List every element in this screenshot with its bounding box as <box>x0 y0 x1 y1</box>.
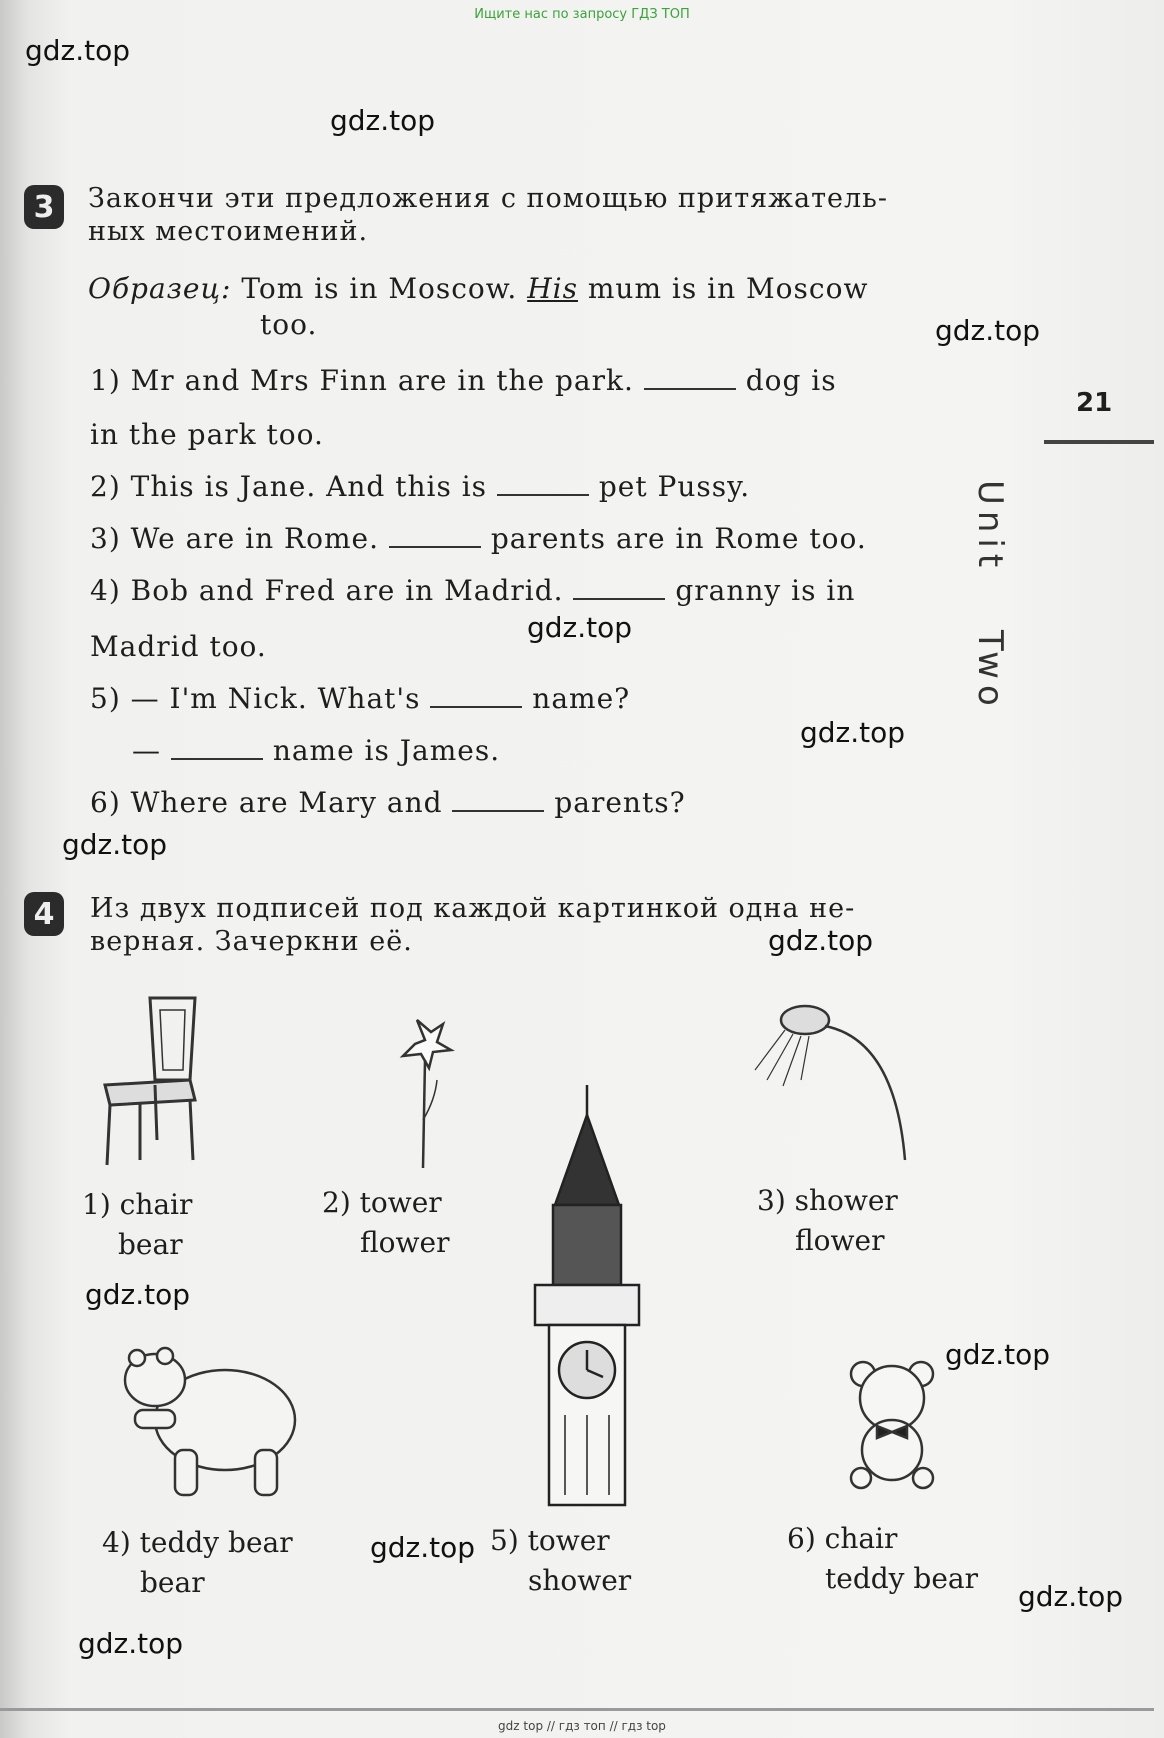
caption-2-option-a[interactable]: 2) tower <box>322 1186 442 1219</box>
tower-picture <box>525 1085 650 1505</box>
caption-3-option-a[interactable]: 3) shower <box>757 1184 898 1217</box>
sentence-text: pet Pussy. <box>598 470 751 503</box>
answer-blank[interactable] <box>171 738 263 760</box>
sentence-4-cont: Madrid too. <box>90 630 267 663</box>
sample-text: mum is in Moscow <box>587 272 869 305</box>
caption-5-option-a[interactable]: 5) tower <box>490 1524 610 1557</box>
sentence-4 <box>90 574 855 607</box>
caption-1-option-a[interactable]: 1) chair <box>82 1188 193 1221</box>
answer-blank[interactable] <box>497 474 589 496</box>
sample-line: too. <box>260 308 318 341</box>
sentence-3 <box>90 522 867 555</box>
caption-1-option-b[interactable]: bear <box>118 1228 183 1261</box>
exercise-3-instruction <box>88 182 888 248</box>
sentence-text: dog is <box>745 364 837 397</box>
instruction-line: Из двух подписей под каждой картинкой одна не- <box>90 893 856 924</box>
sentence-text: name? <box>532 682 631 715</box>
sample-line <box>88 272 868 305</box>
watermark: gdz.top <box>527 611 633 644</box>
sentence-text: name is James. <box>272 734 501 767</box>
watermark: gdz.top <box>800 716 906 749</box>
sentence-text: 4) Bob and Fred are in Madrid. <box>90 574 564 607</box>
exercise-3-badge: 3 <box>24 185 64 229</box>
sentence-text: 6) Where are Mary and <box>90 786 443 819</box>
instruction-line: Закончи эти предложения с помощью притяжатель- <box>88 183 888 214</box>
caption-6-option-a[interactable]: 6) chair <box>787 1522 898 1555</box>
bottom-banner: gdz top // гдз топ // гдз top <box>498 1719 666 1733</box>
sentence-text: granny is in <box>675 574 856 607</box>
unit-divider <box>1044 440 1154 444</box>
top-banner: Ищите нас по запросу ГДЗ ТОП <box>474 7 690 22</box>
caption-4-option-a[interactable]: 4) teddy bear <box>102 1526 293 1559</box>
sentence-6 <box>90 786 686 819</box>
bear-picture <box>115 1340 305 1500</box>
instruction-line: верная. Зачеркни её. <box>90 926 413 957</box>
watermark: gdz.top <box>768 924 874 957</box>
answer-blank[interactable] <box>389 526 481 548</box>
sentence-5-reply <box>132 734 500 767</box>
instruction-line: ных местоимений. <box>88 216 369 247</box>
unit-word: Unit <box>970 480 1010 574</box>
watermark: gdz.top <box>1018 1580 1124 1613</box>
exercise-4-instruction <box>90 892 855 958</box>
answer-blank[interactable] <box>430 686 522 708</box>
watermark: gdz.top <box>85 1278 191 1311</box>
caption-6-option-b[interactable]: teddy bear <box>825 1562 978 1595</box>
sentence-2 <box>90 470 750 503</box>
footer-rule <box>0 1708 1154 1711</box>
sentence-text: 5) — I'm Nick. What's <box>90 682 421 715</box>
caption-2-option-b[interactable]: flower <box>360 1226 450 1259</box>
teddy-bear-picture <box>845 1360 940 1490</box>
shower-picture <box>745 1000 925 1170</box>
sentence-5 <box>90 682 630 715</box>
flower-picture <box>395 1020 455 1170</box>
sentence-text: parents? <box>554 786 686 819</box>
dash: — <box>132 734 161 767</box>
answer-blank[interactable] <box>452 790 544 812</box>
sample-answer: His <box>527 272 578 305</box>
chair-picture <box>95 990 205 1170</box>
unit-number-word: Two <box>970 630 1010 712</box>
watermark: gdz.top <box>78 1627 184 1660</box>
watermark: gdz.top <box>945 1338 1051 1371</box>
watermark: gdz.top <box>62 828 168 861</box>
caption-5-option-b[interactable]: shower <box>528 1564 632 1597</box>
exercise-4-badge: 4 <box>24 892 64 936</box>
sentence-text: 3) We are in Rome. <box>90 522 380 555</box>
sentence-1 <box>90 364 837 397</box>
page-number: 21 <box>1076 388 1113 418</box>
watermark: gdz.top <box>330 104 436 137</box>
watermark: gdz.top <box>370 1531 476 1564</box>
watermark: gdz.top <box>935 314 1041 347</box>
watermark: gdz.top <box>25 34 131 67</box>
sentence-1-cont: in the park too. <box>90 418 324 451</box>
sample-text: Tom is in Moscow. <box>241 272 518 305</box>
sentence-text: parents are in Rome too. <box>490 522 867 555</box>
sample-label: Образец: <box>88 272 232 305</box>
unit-label <box>950 480 1010 712</box>
caption-4-option-b[interactable]: bear <box>140 1566 205 1599</box>
sentence-text: 2) This is Jane. And this is <box>90 470 488 503</box>
sentence-text: 1) Mr and Mrs Finn are in the park. <box>90 364 634 397</box>
answer-blank[interactable] <box>573 578 665 600</box>
caption-3-option-b[interactable]: flower <box>795 1224 885 1257</box>
answer-blank[interactable] <box>644 368 736 390</box>
